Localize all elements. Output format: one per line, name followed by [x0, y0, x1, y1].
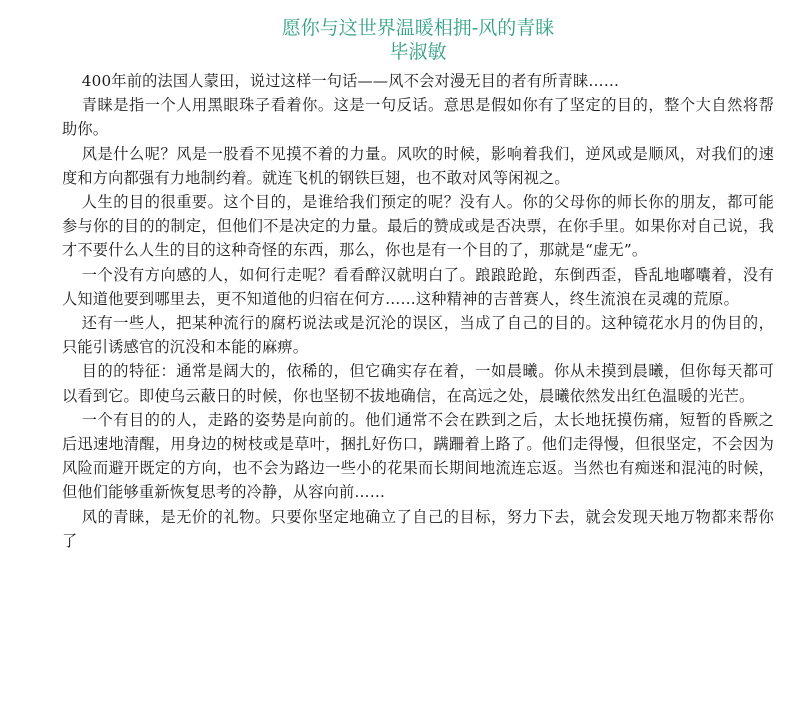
paragraph-1: 400年前的法国人蒙田，说过这样一句话——风不会对漫无目的者有所青睐……: [81, 72, 620, 90]
paragraph-5: 一个没有方向感的人，如何行走呢？看看醉汉就明白了。踉踉跄跄，东倒西歪，昏乱地嘟囔着，没有人知道他要到哪里去，更不知道他的归宿在何方……这种精神的吉普赛人，终生流浪在灵魂的荒原。: [62, 265, 774, 308]
paragraph-6: 还有一些人，把某种流行的腐朽说法或是沉沦的误区，当成了自己的目的。这种镜花水月的伪目的，只能引诱感官的沉没和本能的麻痹。: [62, 314, 774, 357]
paragraph-9: 风的青睐，是无价的礼物。只要你坚定地确立了自己的目标，努力下去，就会发现天地万物都来帮你了: [62, 507, 774, 550]
document: [62, 16, 774, 553]
document-author: 毕淑敏: [389, 41, 447, 63]
paragraph-3: 风是什么呢？风是一股看不见摸不着的力量。风吹的时候，影响着我们，逆风或是顺风，对我们的速度和方向都强有力地制约着。就连飞机的钢铁巨翅，也不敢对风等闲视之。: [62, 144, 774, 187]
paragraph-4: 人生的目的很重要。这个目的，是谁给我们预定的呢？没有人。你的父母你的师长你的朋友，都可能参与你的目的的制定，但他们不是决定的力量。最后的赞成或是否决票，在你手里。如果你对自己说，我才不要什么人生的目的这种奇怪的东西，那么，你也是有一个目的了，那就是“虚无”。: [62, 193, 774, 260]
paragraph-2: 青睐是指一个人用黑眼珠子看着你。这是一句反话。意思是假如你有了坚定的目的，整个大自然将帮助你。: [62, 96, 774, 139]
paragraph-8: 一个有目的的人，走路的姿势是向前的。他们通常不会在跌到之后，太长地抚摸伤痛，短暂的昏厥之后迅速地清醒，用身边的树枝或是草叶，捆扎好伤口，蹒跚着上路了。他们走得慢，但很坚定，不会因为风险而避开既定的方向，也不会为路边一些小的花果而长期间地流连忘返。当然也有痴迷和混沌的时候，但他们能够重新恢复思考的冷静，从容向前……: [62, 410, 774, 502]
document-title: 愿你与这世界温暖相拥-风的青睐: [281, 17, 555, 39]
paragraph-7: 目的的特征：通常是阔大的，依稀的，但它确实存在着，一如晨曦。你从未摸到晨曦，但你每天都可以看到它。即使乌云蔽日的时候，你也坚韧不拔地确信，在高远之处，晨曦依然发出红色温暖的光芒。: [62, 362, 774, 405]
